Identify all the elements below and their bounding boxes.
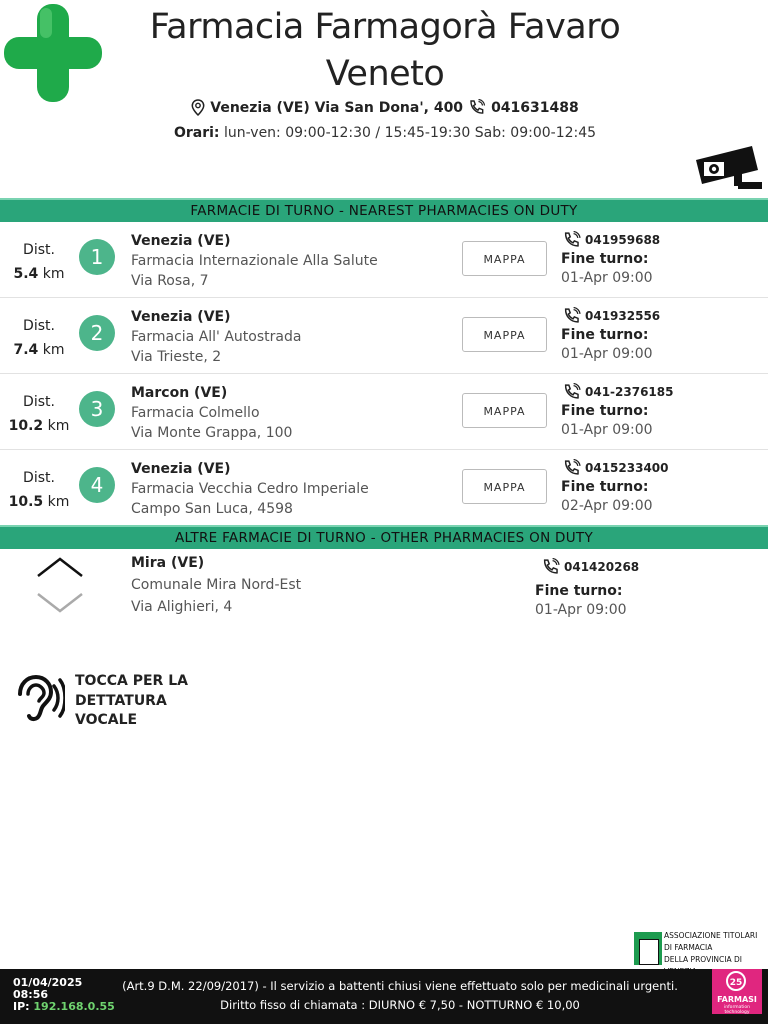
rank-badge: 3 xyxy=(79,391,115,427)
association-text: ASSOCIAZIONE TITOLARI DI FARMACIA DELLA PROVINCIA DI xyxy=(664,931,758,964)
phone-icon xyxy=(562,307,582,325)
shift-end xyxy=(561,478,653,516)
pharmacy-phone[interactable] xyxy=(562,383,673,401)
pharmacy-name: Farmacia All' Autostrada xyxy=(131,329,302,345)
shift-end-time: 01-Apr 09:00 xyxy=(561,346,653,362)
pharmacy-city: Mira (VE) xyxy=(131,555,205,571)
distance xyxy=(8,238,70,286)
phone-number: 041-2376185 xyxy=(585,385,674,399)
pharmacy-phone[interactable] xyxy=(562,459,669,477)
distance-unit: km xyxy=(42,342,65,358)
shift-end-time: 01-Apr 09:00 xyxy=(561,270,653,286)
pharmacy-info xyxy=(131,459,369,519)
farmasi-tagline: information technology xyxy=(724,1005,750,1015)
shift-end-label: Fine turno: xyxy=(561,251,649,267)
section-header-other: ALTRE FARMACIE DI TURNO - OTHER PHARMACIES ON DUTY xyxy=(0,525,768,549)
map-button[interactable]: MAPPA xyxy=(462,469,547,504)
hours-label: Orari: xyxy=(173,125,220,141)
pharmacy-name: Farmacia Vecchia Cedro Imperiale xyxy=(131,481,369,497)
distance xyxy=(8,466,70,514)
shift-end xyxy=(561,250,653,288)
pharmacy-city: Marcon (VE) xyxy=(131,385,228,401)
phone-icon xyxy=(541,558,561,576)
map-button[interactable]: MAPPA xyxy=(462,241,547,276)
pharmacy-info xyxy=(131,383,292,443)
rank-badge: 4 xyxy=(79,467,115,503)
scroll-up-icon xyxy=(38,559,82,576)
phone-number: 0415233400 xyxy=(585,461,669,475)
pharmacy-info xyxy=(131,552,301,618)
phone-number: 041959688 xyxy=(585,233,661,247)
distance-label: Dist. xyxy=(23,318,55,334)
distance-unit: km xyxy=(42,266,65,282)
distance-value: 10.5 xyxy=(8,494,44,510)
dictation-line: VOCALE xyxy=(75,712,138,728)
ear-listening-icon[interactable] xyxy=(10,672,65,730)
address-text: Venezia (VE) Via San Dona', 400 xyxy=(210,99,464,116)
distance-label: Dist. xyxy=(23,470,55,486)
dictation-line: TOCCA PER LA xyxy=(75,673,188,689)
distance-value: 10.2 xyxy=(8,418,44,434)
shift-end-time: 01-Apr 09:00 xyxy=(535,602,627,618)
farmasi-name: FARMASI xyxy=(717,995,757,1004)
phone-number: 041420268 xyxy=(564,560,640,574)
footer-bar xyxy=(0,969,768,1024)
footer-note xyxy=(100,977,700,1015)
pharmacy-cross-logo xyxy=(4,4,102,102)
voice-dictation-label[interactable] xyxy=(75,672,188,731)
footer-time: 08:56 xyxy=(13,988,49,1001)
shift-end-label: Fine turno: xyxy=(561,479,649,495)
distance-label: Dist. xyxy=(23,242,55,258)
pharmacy-row-1[interactable] xyxy=(0,222,768,298)
pharmacy-phone[interactable] xyxy=(541,558,639,576)
pharmacy-phone[interactable] xyxy=(562,231,660,249)
rank-badge: 2 xyxy=(79,315,115,351)
distance xyxy=(8,390,70,438)
pharmacy-name: Farmacia Colmello xyxy=(131,405,260,421)
phone-icon xyxy=(562,231,582,249)
footer-note-line2: Diritto fisso di chiamata : DIURNO € 7,50 - NOTTURNO € 10,00 xyxy=(220,998,580,1012)
phone-icon xyxy=(468,99,486,116)
distance-unit: km xyxy=(47,494,70,510)
pharmacy-name: Farmacia Internazionale Alla Salute xyxy=(131,253,378,269)
security-camera-icon xyxy=(694,144,764,194)
pharmacy-row-2[interactable] xyxy=(0,298,768,374)
association-logo xyxy=(634,930,766,967)
phone-icon xyxy=(562,459,582,477)
farmasi-anniversary-badge: 25 xyxy=(726,971,746,991)
pharmacy-city: Venezia (VE) xyxy=(131,461,231,477)
map-button[interactable]: MAPPA xyxy=(462,317,547,352)
shift-end-time: 01-Apr 09:00 xyxy=(561,422,653,438)
pharmacy-city: Venezia (VE) xyxy=(131,309,231,325)
header-phone: 041631488 xyxy=(491,99,579,116)
pharmacy-phone[interactable] xyxy=(562,307,660,325)
map-button[interactable]: MAPPA xyxy=(462,393,547,428)
section-header-on-duty: FARMACIE DI TURNO - NEAREST PHARMACIES ON DUTY xyxy=(0,198,768,222)
distance-value: 7.4 xyxy=(13,342,39,358)
pharmacy-row-3[interactable] xyxy=(0,374,768,450)
pharmacy-title: Farmacia Farmagorà Favaro Veneto xyxy=(149,7,621,94)
scroll-down-icon xyxy=(38,594,82,611)
location-pin-icon xyxy=(191,99,205,116)
shift-end xyxy=(561,326,653,364)
pharmacy-info xyxy=(131,231,378,291)
distance-unit: km xyxy=(47,418,70,434)
association-mark-inner xyxy=(639,939,659,965)
shift-end xyxy=(535,582,627,620)
pharmacy-row-4[interactable] xyxy=(0,450,768,526)
pharmacy-street: Via Alighieri, 4 xyxy=(131,599,233,615)
other-pharmacy-row[interactable] xyxy=(0,550,768,630)
address-line xyxy=(120,99,650,116)
rank-badge: 1 xyxy=(79,239,115,275)
footer-note-line1: (Art.9 D.M. 22/09/2017) - Il servizio a battenti chiusi viene effettuato solo per medicinali urgenti. xyxy=(122,979,678,993)
phone-number: 041932556 xyxy=(585,309,661,323)
farmasi-logo xyxy=(712,969,762,1014)
shift-end-label: Fine turno: xyxy=(561,403,649,419)
distance xyxy=(8,314,70,362)
pharmacy-street: Via Trieste, 2 xyxy=(131,349,222,365)
pharmacy-street: Via Monte Grappa, 100 xyxy=(131,425,293,441)
pharmacy-name: Comunale Mira Nord-Est xyxy=(131,577,302,593)
opening-hours xyxy=(120,125,650,141)
distance-label: Dist. xyxy=(23,394,55,410)
distance-value: 5.4 xyxy=(13,266,39,282)
pharmacy-info xyxy=(131,307,301,367)
shift-end-label: Fine turno: xyxy=(535,583,623,599)
hours-text: lun-ven: 09:00-12:30 / 15:45-19:30 Sab: 09:00-12:45 xyxy=(223,125,597,141)
dictation-line: DETTATURA xyxy=(75,692,167,709)
pharmacy-street: Via Rosa, 7 xyxy=(131,273,209,289)
pharmacy-street: Campo San Luca, 4598 xyxy=(131,501,293,517)
footer-ip: IP: 192.168.0.55 xyxy=(13,1000,115,1013)
pharmacy-city: Venezia (VE) xyxy=(131,233,231,249)
shift-end-label: Fine turno: xyxy=(561,327,649,343)
shift-end-time: 02-Apr 09:00 xyxy=(561,498,653,514)
phone-icon xyxy=(562,383,582,401)
shift-end xyxy=(561,402,653,440)
footer-date: 01/04/2025 xyxy=(13,976,83,989)
scroll-arrows[interactable] xyxy=(35,556,85,614)
